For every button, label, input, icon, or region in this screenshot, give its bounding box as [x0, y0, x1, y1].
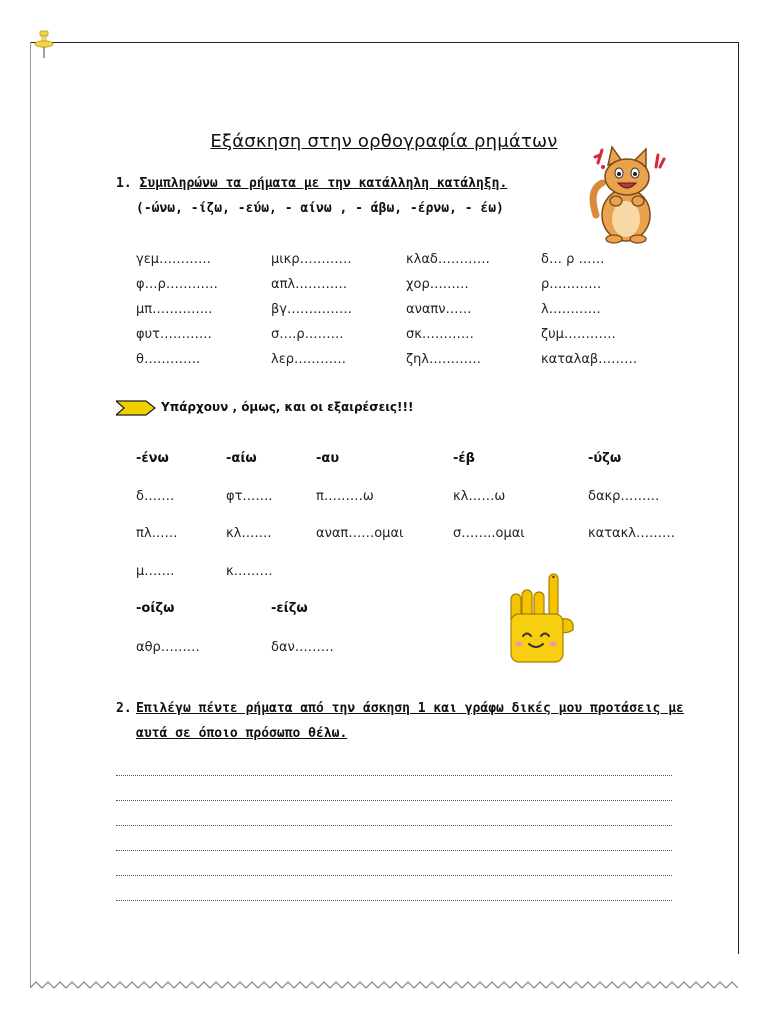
blank-item: λερ………… [271, 352, 346, 367]
page-border-top [30, 42, 738, 43]
blank-item: δ……. [136, 489, 175, 504]
blank-item: αναπν…… [406, 302, 472, 317]
blank-item: χορ……… [406, 277, 469, 292]
blank-item: μ……. [136, 564, 175, 579]
worksheet-title: Εξάσκηση στην ορθογραφία ρημάτων [210, 131, 558, 152]
writing-line[interactable] [116, 800, 672, 801]
blank-item: απλ………… [271, 277, 348, 292]
blank-item: αθρ……… [136, 640, 200, 655]
blank-item: φτ……. [226, 489, 273, 504]
page-border-left [30, 42, 31, 987]
blank-item: κλ……. [226, 526, 272, 541]
writing-line[interactable] [116, 875, 672, 876]
blank-item: λ………… [541, 302, 601, 317]
page-border-bottom-zigzag [30, 980, 738, 994]
exception-header: -αίω [226, 451, 257, 466]
exception-header: -αυ [316, 451, 340, 466]
blank-item: δαν……… [271, 640, 334, 655]
exception-header: -ένω [136, 451, 169, 466]
blank-item: δ… ρ …… [541, 252, 605, 267]
writing-line[interactable] [116, 775, 672, 776]
writing-line[interactable] [116, 825, 672, 826]
blank-item: σκ………… [406, 327, 474, 342]
blank-item: ζηλ………… [406, 352, 482, 367]
blank-item: θ…………. [136, 352, 201, 367]
exercise-1-heading [116, 176, 507, 191]
blank-item: γεμ………… [136, 252, 211, 267]
blank-item: σ……..ομαι [453, 526, 525, 541]
exception-header: -έβ [453, 451, 475, 466]
exercise-1-instruction: Συμπληρώνω τα ρήματα με την κατάλληλη κατάληξη. [139, 176, 508, 191]
exercise-2-instruction-line2: αυτά σε όποιο πρόσωπο θέλω. [136, 726, 348, 741]
exception-header: -οίζω [136, 601, 175, 616]
exercise-1-endings: (-ώνω, -ίζω, -εύω, - αίνω , - άβω, -έρνω, - έω) [136, 201, 504, 216]
blank-item: κατακλ……… [588, 526, 675, 541]
exception-header: -ύζω [588, 451, 622, 466]
blank-item: βγ…………… [271, 302, 352, 317]
blank-item: κλ……ω [453, 489, 506, 504]
blank-item: ζυμ………… [541, 327, 616, 342]
writing-line[interactable] [116, 900, 672, 901]
exercise-2-number: 2. [116, 701, 132, 716]
exception-header: -είζω [271, 601, 308, 616]
blank-item: φ…ρ………… [136, 277, 218, 292]
blank-item: σ….ρ……… [271, 327, 344, 342]
blank-item: π………ω [316, 489, 374, 504]
blank-item: ρ………… [541, 277, 602, 292]
exceptions-note: Υπάρχουν , όμως, και οι εξαιρέσεις!!! [161, 400, 414, 414]
page-border-right [738, 42, 739, 954]
blank-item: κ……… [226, 564, 273, 579]
writing-line[interactable] [116, 850, 672, 851]
blank-item: δακρ……… [588, 489, 660, 504]
exercise-1-number: 1. [116, 176, 132, 191]
blank-item: μπ………….. [136, 302, 213, 317]
blank-item: πλ…… [136, 526, 178, 541]
arrow-right-icon [116, 400, 156, 416]
push-pin-icon [32, 30, 58, 60]
blank-item: κλαδ………… [406, 252, 490, 267]
cat-illustration [588, 145, 668, 245]
blank-item: μικρ………… [271, 252, 352, 267]
blank-item: φυτ………… [136, 327, 212, 342]
exercise-2-instruction-line1: Επιλέγω πέντε ρήματα από την άσκηση 1 και γράφω δικές μου προτάσεις με [136, 701, 684, 716]
pointing-hand-illustration [505, 570, 585, 670]
blank-item: καταλαβ……… [541, 352, 638, 367]
blank-item: αναπ……ομαι [316, 526, 404, 541]
